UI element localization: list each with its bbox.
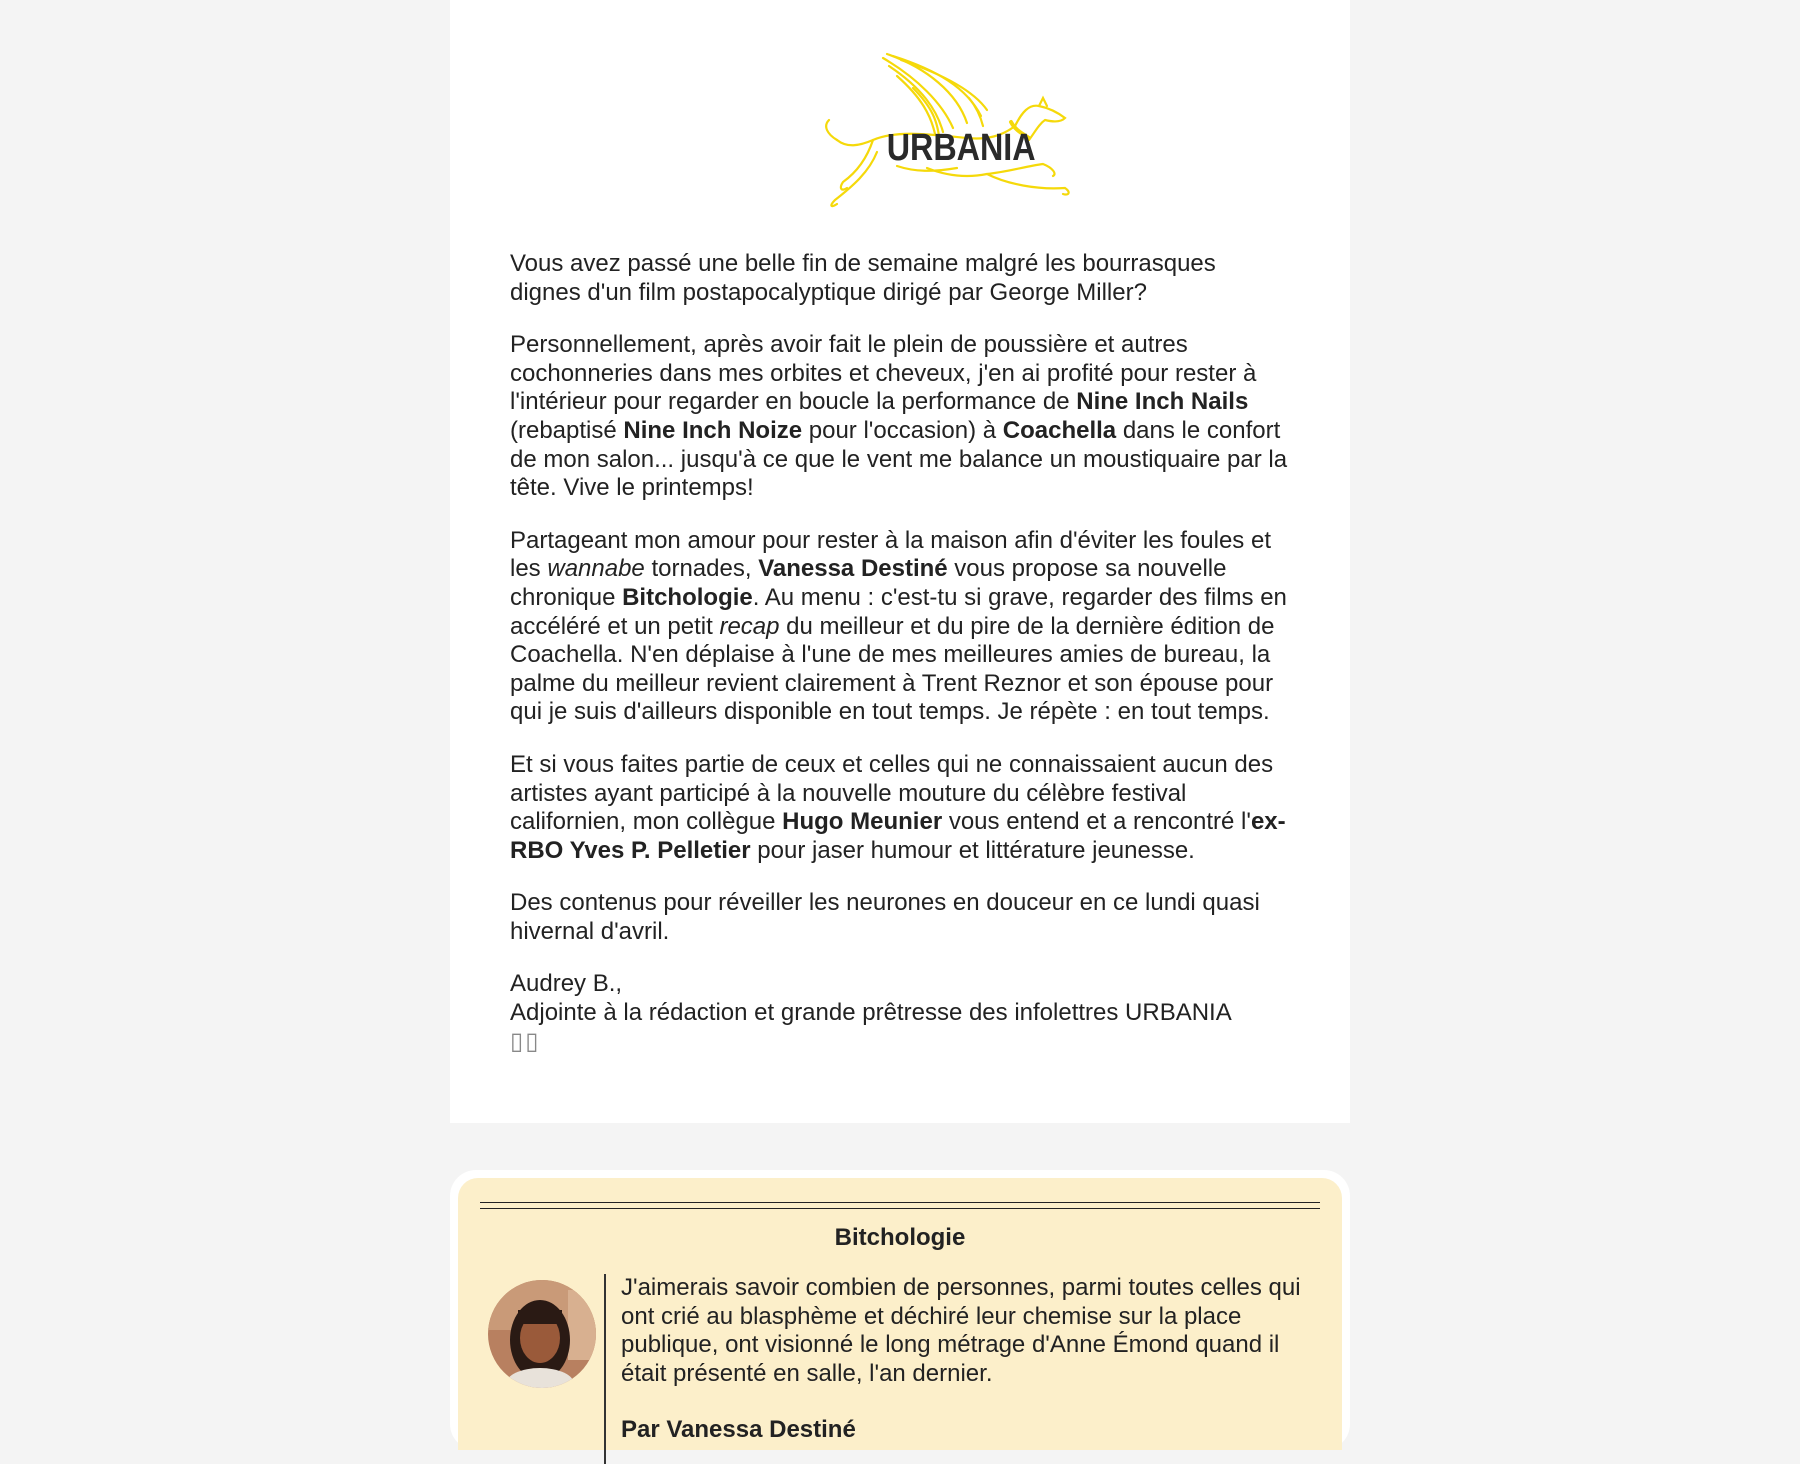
logo-area [510, 0, 1290, 250]
double-divider [480, 1202, 1320, 1209]
intro-paragraph-3: Partageant mon amour pour rester à la maison afin d'éviter les foules et les wannabe tornades, Vanessa Destiné vous propose sa nouvelle chronique Bitchologie. Au menu : c'est-tu si grave, regarder des films en accéléré et un petit recap du meilleur et du pire de la dernière édition de Coachella. N'en déplaise à l'une de mes meilleures amies de bureau, la palme du meilleur revient clairement à Trent Reznor et son épouse pour qui je suis d'ailleurs disponible en tout temps. Je répète : en tout temps. [510, 526, 1287, 726]
vertical-divider [604, 1274, 606, 1464]
emoji-icon: ▯▯ [510, 1027, 541, 1055]
newsletter-email [450, 0, 1350, 1450]
intro-paragraph-4: Et si vous faites partie de ceux et celles qui ne connaissaient aucun des artistes ayant participé à la nouvelle mouture du célèbre festival californien, mon collègue Hugo Meunier vous entend et a rencontré l'ex-RBO Yves P. Pelletier pour jaser humour et littérature jeunesse. [510, 750, 1286, 864]
intro-paragraph-5: Des contenus pour réveiller les neurones en douceur en ce lundi quasi hivernal d'avril. [510, 889, 1260, 945]
author-portrait-icon [488, 1280, 596, 1388]
section-title: Bitchologie [834, 1224, 966, 1251]
section-card [450, 1170, 1350, 1450]
author-avatar [488, 1280, 596, 1388]
intro-paragraph-1: Vous avez passé une belle fin de semaine malgré les bourrasques dignes d'un film postapocalyptique dirigé par George Miller? [510, 250, 1216, 306]
article-summary[interactable]: J'aimerais savoir combien de personnes, parmi toutes celles qui ont crié au blasphème et déchiré leur chemise sur la place publique, ont visionné le long métrage d'Anne Émond quand il était présenté en salle, l'an dernier. [621, 1274, 1301, 1387]
signature-role: Adjointe à la rédaction et grande prêtresse des infolettres URBANIA [510, 999, 1232, 1027]
signature [510, 970, 1290, 1056]
intro-paragraph-2: Personnellement, après avoir fait le plein de poussière et autres cochonneries dans mes orbites et cheveux, j'en ai profité pour rester à l'intérieur pour regarder en boucle la performance de Nine Inch Nails (rebaptisé Nine Inch Noize pour l'occasion) à Coachella dans le confort de mon salon... jusqu'à ce que le vent me balance un moustiquaire par la tête. Vive le printemps! [510, 331, 1288, 502]
urbania-logo[interactable] [817, 48, 1077, 223]
logo-text: URBANIA [886, 126, 1036, 169]
article-byline[interactable]: Par Vanessa Destiné [621, 1416, 856, 1444]
intro-text [510, 250, 1290, 1056]
section-inner [458, 1178, 1342, 1450]
signature-name: Audrey B., [510, 970, 623, 998]
article-text [621, 1274, 1311, 1464]
intro-card [450, 0, 1350, 1123]
article-teaser[interactable] [480, 1274, 1320, 1464]
